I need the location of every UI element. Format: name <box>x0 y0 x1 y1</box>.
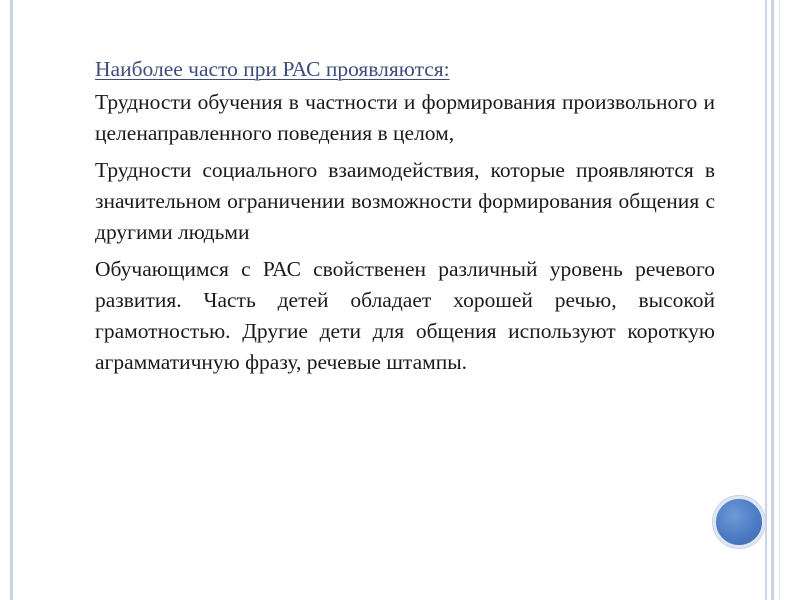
list-item-text: Обучающимся с РАС свойственен различный уровень речевого развития. Часть детей обладает хорошей речью, высокой грамотностью. Другие дети для общения используют короткую аграмматичную фразу, речевые штампы. <box>95 257 715 374</box>
list-item <box>95 254 715 378</box>
frame-left-line <box>10 0 13 600</box>
list-item-text: Трудности социального взаимодействия, которые проявляются в значительном ограничении возможности формирования общения с другими людьми <box>95 158 715 244</box>
slide-content <box>95 54 715 384</box>
frame-right-line <box>779 0 780 600</box>
list-item-text: Трудности обучения в частности и формирования произвольного и целенаправленного поведения в целом, <box>95 90 715 145</box>
list-item <box>95 87 715 149</box>
frame-right-line <box>771 0 774 600</box>
decorative-circle-icon <box>713 496 765 548</box>
list-item <box>95 155 715 248</box>
slide-heading: Наиболее часто при РАС проявляются: <box>95 57 450 81</box>
frame-right-line <box>765 0 767 600</box>
